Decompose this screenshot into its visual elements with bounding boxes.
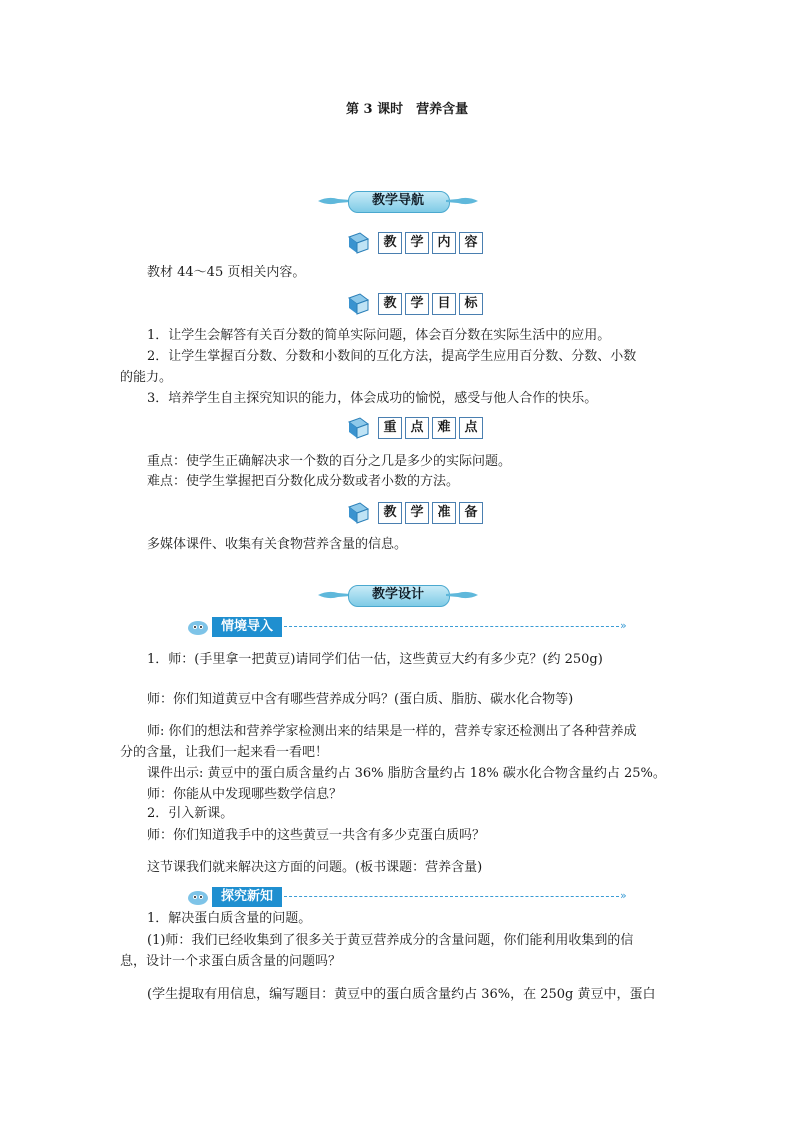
banner-label: 教学导航 bbox=[371, 193, 424, 208]
teaching-navigation-banner bbox=[318, 188, 478, 214]
difficulty-line: 难点：使学生掌握把百分数化成分数或者小数的方法。 bbox=[147, 474, 460, 489]
banner-wing-left-icon bbox=[318, 590, 350, 600]
objective-line: 3．培养学生自主探究知识的能力，体会成功的愉悦，感受与他人合作的快乐。 bbox=[147, 391, 598, 406]
intro-line: 师: 你们的想法和营养学家检测出来的结果是一样的，营养专家还检测出了各种营养成 bbox=[147, 724, 637, 739]
tag-label: 情境导入 bbox=[212, 617, 282, 637]
tag-label: 探究新知 bbox=[212, 887, 282, 907]
heading-char: 学 bbox=[405, 502, 429, 524]
content-text: 教材 44～45 页相关内容。 bbox=[147, 265, 306, 280]
objective-line: 2．让学生掌握百分数、分数和小数间的互化方法，提高学生应用百分数、分数、小数 bbox=[147, 349, 637, 364]
double-chevron-icon: » bbox=[620, 619, 627, 632]
book-icon bbox=[346, 231, 372, 255]
double-chevron-icon: » bbox=[620, 889, 627, 902]
cartoon-icon bbox=[186, 888, 210, 906]
explore-line: (学生提取有用信息，编写题目：黄豆中的蛋白质含量约占 36%，在 250g 黄豆中，蛋白 bbox=[147, 987, 656, 1002]
intro-line: 师：你能从中发现哪些数学信息？ bbox=[147, 787, 343, 802]
heading-char: 内 bbox=[432, 232, 456, 254]
explore-line: 1．解决蛋白质含量的问题。 bbox=[147, 911, 312, 926]
heading-char: 点 bbox=[459, 417, 483, 439]
heading-char: 目 bbox=[432, 293, 456, 315]
heading-char: 难 bbox=[432, 417, 456, 439]
objective-line: 1．让学生会解答有关百分数的简单实际问题，体会百分数在实际生活中的应用。 bbox=[147, 328, 611, 343]
heading-char: 容 bbox=[459, 232, 483, 254]
heading-char: 教 bbox=[378, 232, 402, 254]
objective-line: 的能力。 bbox=[120, 370, 173, 385]
dashed-divider bbox=[284, 626, 619, 627]
explore-line: 息，设计一个求蛋白质含量的问题吗？ bbox=[120, 954, 342, 969]
intro-line: 分的含量，让我们一起来看一看吧！ bbox=[120, 745, 329, 760]
intro-line: 这节课我们就来解决这方面的问题。(板书课题：营养含量) bbox=[147, 860, 483, 875]
explore-line: (1)师：我们已经收集到了很多关于黄豆营养成分的含量问题，你们能利用收集到的信 bbox=[147, 933, 634, 948]
heading-char: 重 bbox=[378, 417, 402, 439]
heading-char: 教 bbox=[378, 502, 402, 524]
intro-line: 2．引入新课。 bbox=[147, 806, 234, 821]
book-icon bbox=[346, 501, 372, 525]
dashed-divider bbox=[284, 896, 619, 897]
intro-line: 师：你们知道我手中的这些黄豆一共含有多少克蛋白质吗？ bbox=[147, 828, 486, 843]
heading-char: 准 bbox=[432, 502, 456, 524]
heading-char: 标 bbox=[459, 293, 483, 315]
teaching-design-banner bbox=[318, 582, 478, 608]
heading-char: 备 bbox=[459, 502, 483, 524]
preparation-text: 多媒体课件、收集有关食物营养含量的信息。 bbox=[147, 537, 408, 552]
lesson-title: 第 3 课时 营养含量 bbox=[346, 102, 469, 117]
banner-label: 教学设计 bbox=[371, 587, 424, 602]
heading-char: 点 bbox=[405, 417, 429, 439]
heading-char: 学 bbox=[405, 232, 429, 254]
keypoint-line: 重点：使学生正确解决求一个数的百分之几是多少的实际问题。 bbox=[147, 454, 512, 469]
intro-line: 师：你们知道黄豆中含有哪些营养成分吗？(蛋白质、脂肪、碳水化合物等) bbox=[147, 692, 574, 707]
book-icon bbox=[346, 416, 372, 440]
banner-wing-right-icon bbox=[446, 196, 478, 206]
cartoon-icon bbox=[186, 618, 210, 636]
banner-wing-left-icon bbox=[318, 196, 350, 206]
banner-wing-right-icon bbox=[446, 590, 478, 600]
intro-line: 课件出示: 黄豆中的蛋白质含量约占 36% 脂肪含量约占 18% 碳水化合物含量约占 25%。 bbox=[147, 766, 666, 781]
heading-char: 教 bbox=[378, 293, 402, 315]
book-icon bbox=[346, 292, 372, 316]
heading-char: 学 bbox=[405, 293, 429, 315]
intro-line: 1．师：(手里拿一把黄豆)请同学们估一估，这些黄豆大约有多少克？(约 250g) bbox=[147, 652, 603, 667]
